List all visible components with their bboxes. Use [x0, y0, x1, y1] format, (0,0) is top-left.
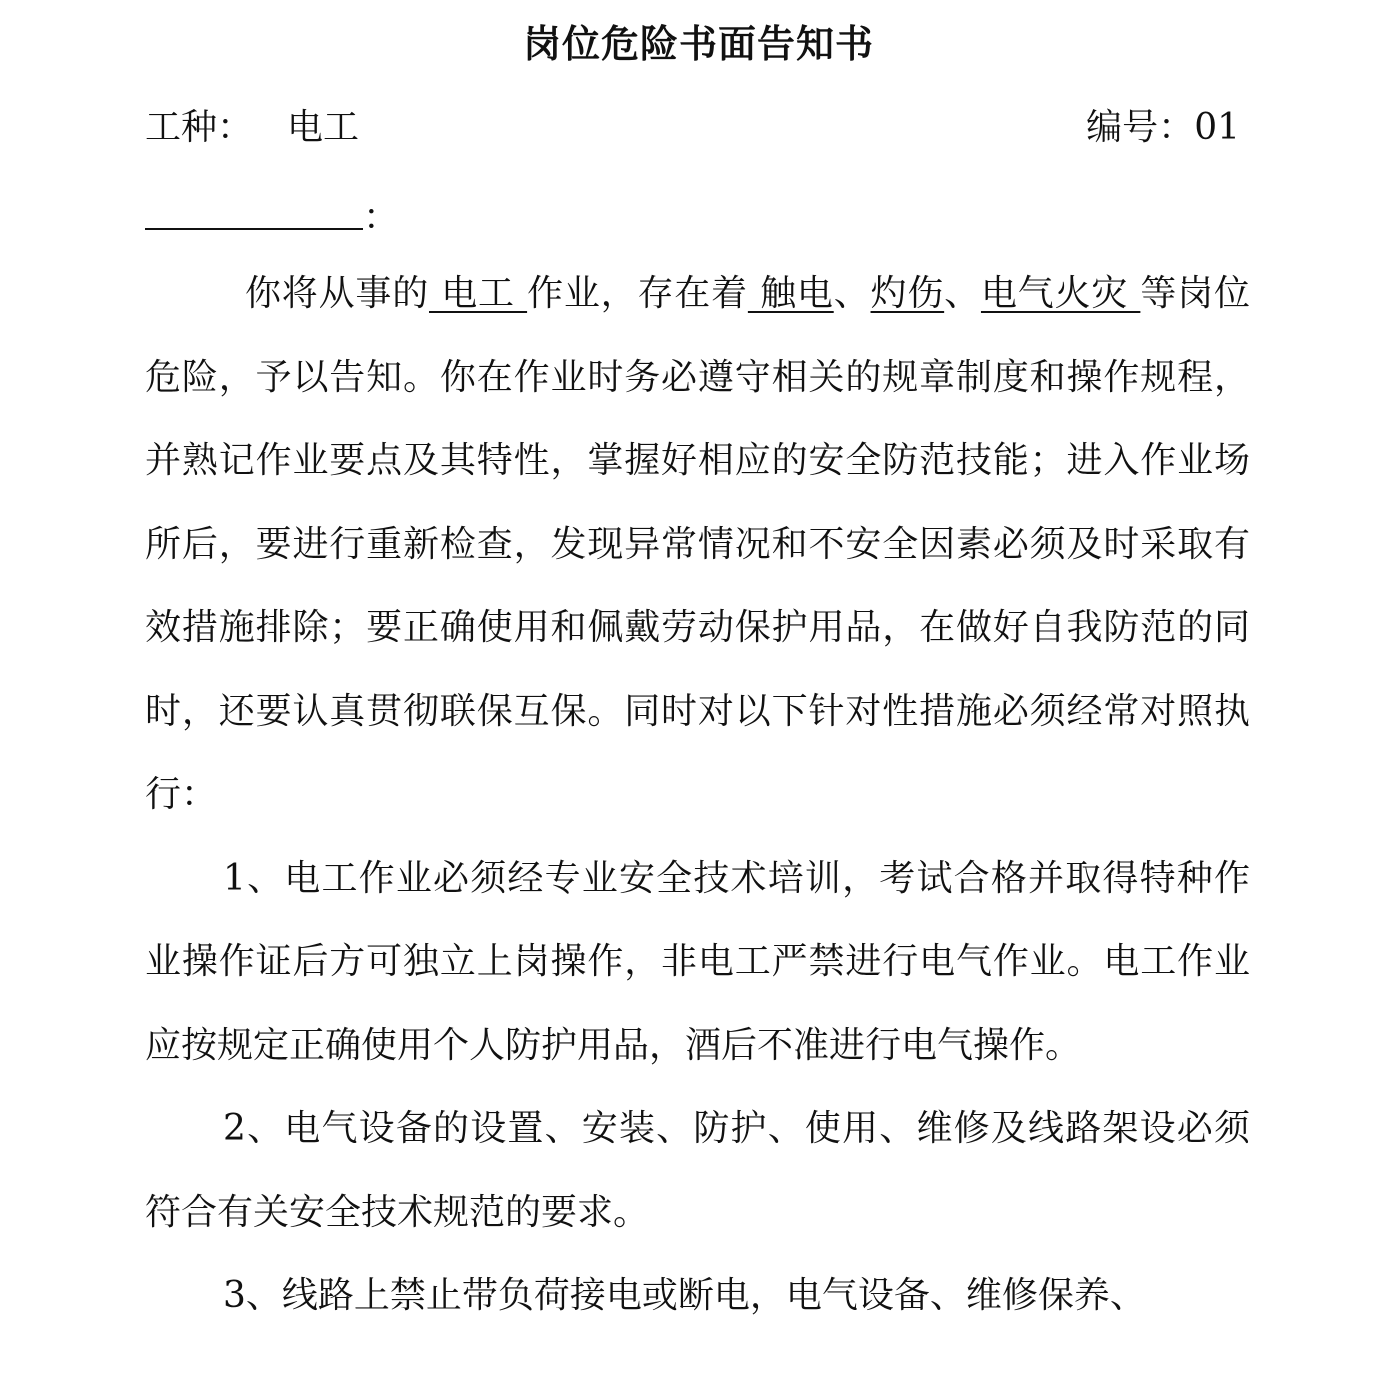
- hazard-electric-shock: 触电: [747, 273, 834, 314]
- notice-body: [145, 252, 1250, 1338]
- salutation: [145, 190, 399, 246]
- number-value: 01: [1194, 107, 1240, 148]
- hazard-separator: 、: [944, 273, 981, 314]
- hazard-burn: 灼伤: [870, 273, 945, 314]
- job-type-label: 工种：: [145, 107, 254, 148]
- job-type-value: 电工: [287, 107, 360, 148]
- measure-item-1: 1、电工作业必须经专业安全技术培训，考试合格并取得特种作业操作证后方可独立上岗操作，非电工严禁进行电气作业。电工作业应按规定正确使用个人防护用品，酒后不准进行电气操作。: [145, 857, 1250, 1066]
- job-name-blank: 电工: [429, 273, 528, 314]
- document-number: [1086, 100, 1240, 156]
- intro-prefix: 你将从事的: [245, 273, 429, 314]
- job-type: [145, 100, 359, 156]
- number-label: 编号：: [1086, 107, 1195, 148]
- measure-item-3: 3、线路上禁止带负荷接电或断电，电气设备、维修保养、: [223, 1275, 1146, 1316]
- hazard-electrical-fire: 电气火灾: [980, 273, 1141, 314]
- salutation-colon: ：: [363, 197, 400, 238]
- intro-mid: 作业，存在着: [527, 273, 748, 314]
- hazard-separator: 、: [833, 273, 871, 314]
- intro-rest: 等岗位危险，予以告知。你在作业时务必遵守相关的规章制度和操作规程，并熟记作业要点及其特性，掌握好相应的安全防范技能；进入作业场所后，要进行重新检查，发现异常情况和不安全因素必须及时采取有效措施排除；要正确使用和佩戴劳动保护用品，在做好自我防范的同时，还要认真贯彻联保互保。同时对以下针对性措施必须经常对照执行：: [145, 273, 1250, 815]
- measure-item-2: 2、电气设备的设置、安装、防护、使用、维修及线路架设必须符合有关安全技术规范的要求。: [145, 1108, 1250, 1233]
- recipient-name-blank: [145, 190, 363, 230]
- notice-intro-paragraph: [145, 252, 1250, 837]
- document-title: 岗位危险书面告知书: [522, 21, 874, 66]
- meta-row: [145, 100, 1250, 156]
